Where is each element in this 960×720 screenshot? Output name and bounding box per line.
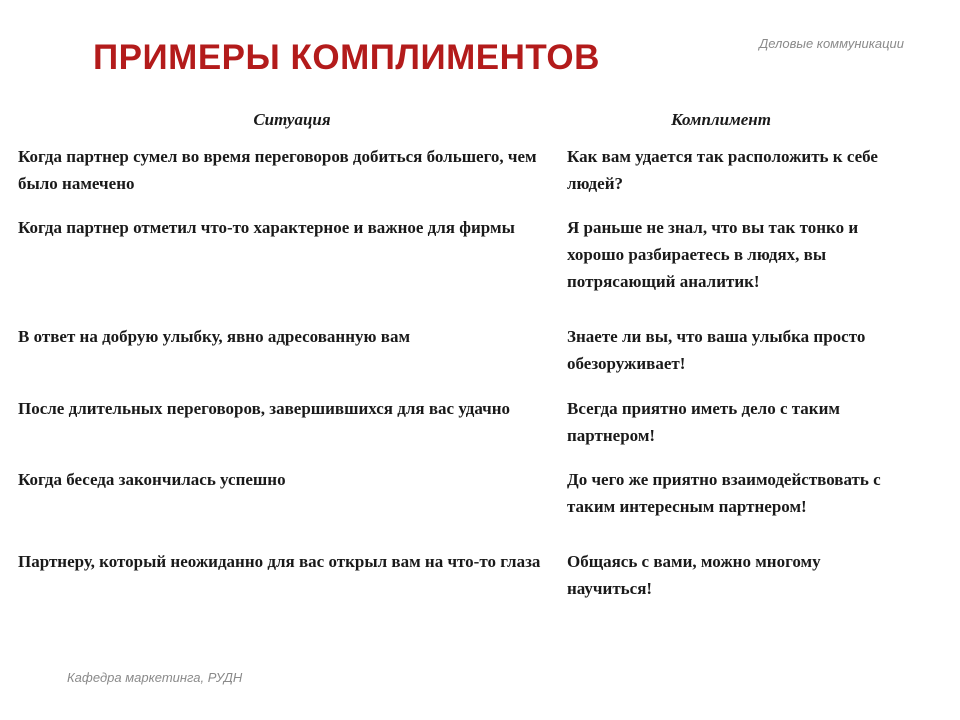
compliment-cell: Как вам удается так расположить к себе людей? xyxy=(567,147,878,193)
situation-cell: В ответ на добрую улыбку, явно адресованную вам xyxy=(18,327,411,346)
situation-cell: После длительных переговоров, завершившихся для вас удачно xyxy=(18,399,511,418)
situation-cell: Когда партнер отметил что-то характерное и важное для фирмы xyxy=(18,218,515,237)
header-compliment: Комплимент xyxy=(671,110,771,129)
header-situation: Ситуация xyxy=(253,110,331,129)
course-name: Деловые коммуникации xyxy=(759,36,904,51)
compliment-cell: Знаете ли вы, что ваша улыбка просто обезоруживает! xyxy=(567,327,866,373)
situation-cell: Партнеру, который неожиданно для вас открыл вам на что-то глаза xyxy=(18,552,541,571)
situation-cell: Когда партнер сумел во время переговоров добиться большего, чем было намечено xyxy=(18,147,537,193)
slide-title: ПРИМЕРЫ КОМПЛИМЕНТОВ xyxy=(93,38,600,77)
situation-cell: Когда беседа закончилась успешно xyxy=(18,470,286,489)
compliment-cell: До чего же приятно взаимодействовать с таким интересным партнером! xyxy=(567,470,881,516)
compliment-cell: Я раньше не знал, что вы так тонко и хорошо разбираетесь в людях, вы потрясающий аналитик! xyxy=(567,218,859,291)
compliment-cell: Общаясь с вами, можно многому научиться! xyxy=(567,552,821,598)
footer-department: Кафедра маркетинга, РУДН xyxy=(67,670,243,685)
compliment-cell: Всегда приятно иметь дело с таким партнером! xyxy=(567,399,840,445)
